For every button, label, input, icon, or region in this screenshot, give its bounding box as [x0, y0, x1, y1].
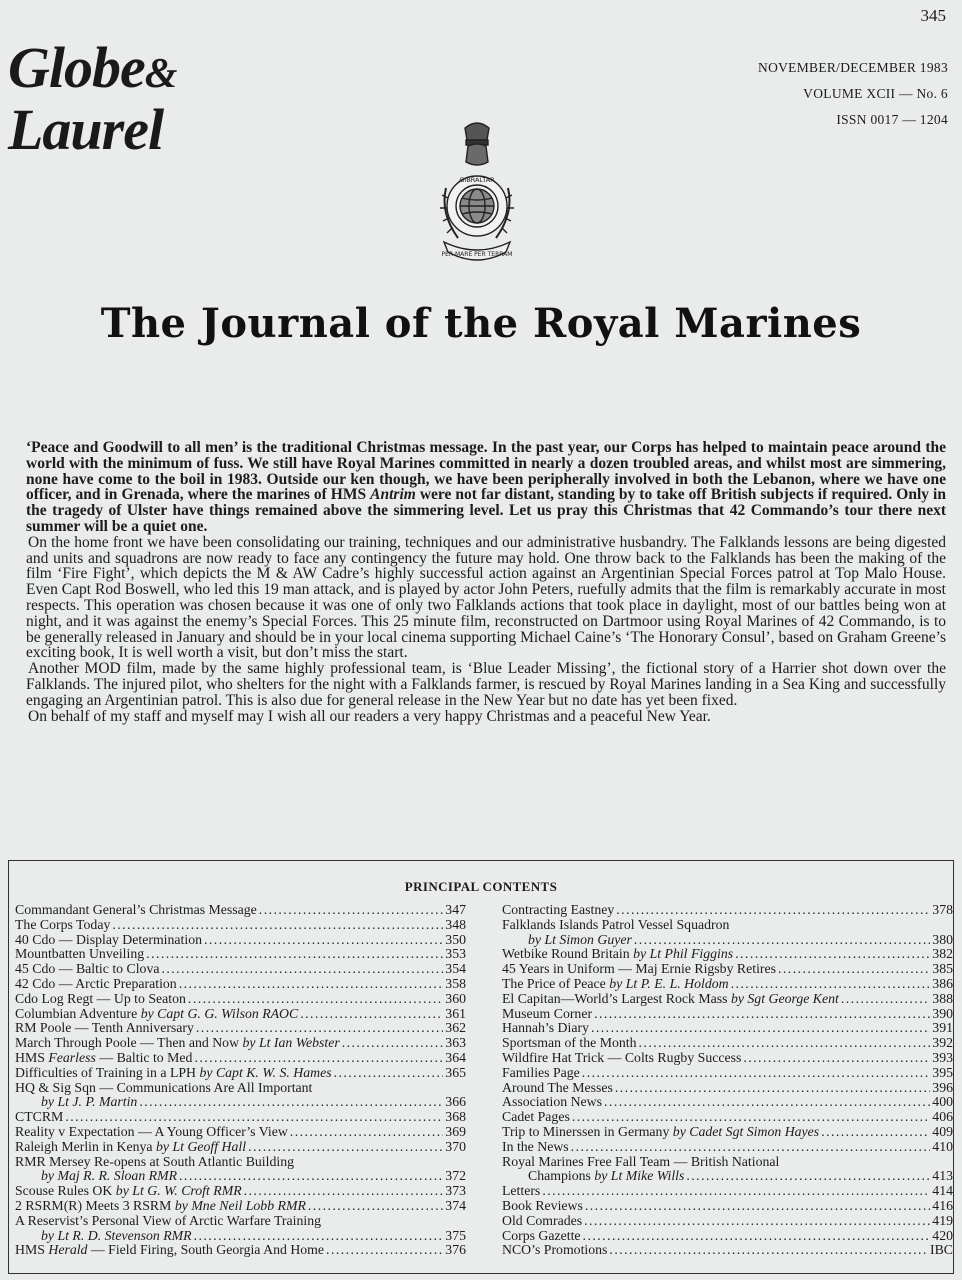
contents-leader-dots: [615, 1081, 930, 1096]
contents-entry: [502, 1125, 953, 1140]
contents-entry: [15, 1243, 466, 1258]
contents-entry-title: Falklands Islands Patrol Vessel Squadron: [502, 916, 730, 932]
contents-page-number: 376: [445, 1242, 466, 1258]
contents-entry: [502, 992, 953, 1007]
contents-entry: [15, 1169, 466, 1184]
contents-entry: [502, 1066, 953, 1081]
masthead-line2: Laurel: [8, 97, 164, 162]
contents-entry: [15, 1229, 466, 1244]
contents-page-number: 375: [445, 1227, 466, 1243]
contents-leader-dots: [112, 918, 443, 933]
contents-entry: [15, 903, 466, 918]
contents-leader-dots: [841, 992, 930, 1007]
contents-leader-dots: [591, 1021, 930, 1036]
contents-entry-title: CTCRM: [15, 1109, 64, 1125]
contents-entry: [15, 1199, 466, 1214]
contents-entry-title: Trip to Minerssen in Germany by Cadet Sgt Simon Hayes: [502, 1123, 820, 1139]
contents-entry: [15, 1095, 466, 1110]
contents-entry-title: The Price of Peace by Lt P. E. L. Holdom: [502, 975, 729, 991]
contents-entry: [502, 1036, 953, 1051]
contents-leader-dots: [583, 1229, 931, 1244]
contents-entry-title: Museum Corner: [502, 1005, 593, 1021]
lead-ship-name: Antrim: [370, 486, 416, 504]
contents-leader-dots: [542, 1184, 930, 1199]
contents-leader-dots: [609, 1243, 928, 1258]
masthead-line1: Globe: [8, 35, 145, 100]
contents-leader-dots: [616, 903, 930, 918]
contents-entry-title: Cdo Log Regt — Up to Seaton: [15, 990, 186, 1006]
contents-page-number: 373: [445, 1183, 466, 1199]
contents-page-number: 380: [932, 931, 953, 947]
contents-entry: [15, 1081, 466, 1096]
contents-entry: [502, 1155, 953, 1170]
contents-page-number: 385: [932, 961, 953, 977]
contents-entry-title: Commandant General’s Christmas Message: [15, 902, 257, 917]
contents-entry-title: El Capitan—World’s Largest Rock Mass by Sgt George Kent: [502, 990, 839, 1006]
contents-entry: [15, 1140, 466, 1155]
contents-entry-title: 2 RSRM(R) Meets 3 RSRM by Mne Neil Lobb RMR: [15, 1197, 306, 1213]
contents-entry-title: Old Comrades: [502, 1212, 583, 1228]
contents-entry-title: Association News: [502, 1094, 603, 1110]
contents-entry: [502, 1229, 953, 1244]
contents-entry: [502, 1214, 953, 1229]
contents-entry: [502, 1184, 953, 1199]
contents-page-number: 362: [445, 1020, 466, 1036]
contents-leader-dots: [259, 903, 444, 918]
contents-entry-title: Cadet Pages: [502, 1109, 570, 1125]
contents-page-number: 369: [445, 1123, 466, 1139]
contents-entry: [502, 933, 953, 948]
contents-leader-dots: [161, 962, 443, 977]
contents-leader-dots: [179, 1169, 443, 1184]
contents-page-number: 374: [445, 1197, 466, 1213]
contents-leader-dots: [179, 977, 444, 992]
lead-text-2: were not far distant, standing by to take off British subjects if required. Only in the tragedy of Ulster have things remained above the simmering level. Let us pray this Christmas that 42 Commando’s tour there next summer will be a quiet one.: [26, 486, 946, 535]
contents-entry-title: by Lt J. P. Martin: [41, 1094, 138, 1110]
contents-leader-dots: [146, 947, 443, 962]
contents-page-number: 406: [932, 1109, 953, 1125]
journal-title: The Journal of the Royal Marines: [100, 300, 862, 347]
contents-entry-title: Book Reviews: [502, 1197, 583, 1213]
contents-page-number: 370: [445, 1138, 466, 1154]
contents-leader-dots: [308, 1199, 443, 1214]
issue-info: [758, 55, 948, 133]
contents-entry-title: Letters: [502, 1183, 541, 1199]
contents-entry-title: HMS Fearless — Baltic to Med: [15, 1049, 193, 1065]
contents-entry-title: 45 Cdo — Baltic to Clova: [15, 961, 160, 977]
contents-entry-title: Wetbike Round Britain by Lt Phil Figgins: [502, 946, 734, 962]
editorial-paragraph-3: Another MOD film, made by the same highly professional team, is ‘Blue Leader Missing’, the fictional story of a Harrier shot down over the Falklands. The injured pilot, who shelters for the night with a Falklands farmer, is rescued by Royal Marines landing in a Sea King and successfully engaging an Argentinian patrol. This is also due for general release in the New Year but no date has yet been fixed.: [26, 660, 946, 709]
contents-leader-dots: [639, 1036, 931, 1051]
contents-entry-title: Difficulties of Training in a LPH by Capt K. W. S. Hames: [15, 1064, 332, 1080]
contents-entry: [15, 1036, 466, 1051]
editorial-lead-paragraph: [26, 440, 946, 535]
contents-entry-title: Hannah’s Diary: [502, 1020, 589, 1036]
contents-page-number: 392: [932, 1035, 953, 1051]
masthead-ampersand: &: [144, 51, 177, 97]
contents-entry-title: Contracting Eastney: [502, 902, 615, 917]
contents-leader-dots: [778, 962, 930, 977]
contents-entry-title: Wildfire Hat Trick — Colts Rugby Success: [502, 1049, 742, 1065]
contents-entry: [502, 1095, 953, 1110]
contents-entry-title: A Reservist’s Personal View of Arctic Warfare Training: [15, 1212, 322, 1228]
contents-leader-dots: [290, 1125, 444, 1140]
contents-entry: [502, 1081, 953, 1096]
contents-entry: [502, 1199, 953, 1214]
contents-entry-title: RMR Mersey Re-opens at South Atlantic Building: [15, 1153, 294, 1169]
contents-leader-dots: [821, 1125, 930, 1140]
contents-leader-dots: [194, 1051, 443, 1066]
page-number: 345: [920, 6, 946, 25]
contents-page-number: 372: [445, 1168, 466, 1184]
contents-entry-title: RM Poole — Tenth Anniversary: [15, 1020, 194, 1036]
contents-leader-dots: [326, 1243, 443, 1258]
contents-leader-dots: [188, 992, 443, 1007]
contents-page-number: 393: [932, 1049, 953, 1065]
svg-text:GIBRALTAR: GIBRALTAR: [459, 176, 495, 184]
contents-entry: [15, 1125, 466, 1140]
contents-entry-title: Royal Marines Free Fall Team — British National: [502, 1153, 780, 1169]
contents-leader-dots: [731, 977, 931, 992]
svg-text:PER MARE PER TERRAM: PER MARE PER TERRAM: [441, 251, 513, 258]
contents-page-number: 388: [932, 990, 953, 1006]
contents-leader-dots: [248, 1140, 443, 1155]
editorial-article: [26, 440, 946, 724]
contents-page-number: 363: [445, 1035, 466, 1051]
contents-leader-dots: [686, 1169, 930, 1184]
contents-page-number: 410: [932, 1138, 953, 1154]
contents-page-number: 395: [932, 1064, 953, 1080]
contents-page-number: 366: [445, 1094, 466, 1110]
contents-leader-dots: [334, 1066, 444, 1081]
contents-entry: [15, 1184, 466, 1199]
contents-page-number: 347: [445, 902, 466, 917]
contents-leader-dots: [634, 933, 930, 948]
contents-entry: [15, 947, 466, 962]
contents-entry: [15, 992, 466, 1007]
contents-leader-dots: [743, 1051, 930, 1066]
contents-entry: [502, 1110, 953, 1125]
contents-entry: [502, 1021, 953, 1036]
contents-page-number: 348: [445, 916, 466, 932]
contents-entry: [15, 962, 466, 977]
contents-page-number: 391: [932, 1020, 953, 1036]
contents-page-number: 358: [445, 975, 466, 991]
contents-entry: [502, 1243, 953, 1258]
contents-entry-title: by Lt Simon Guyer: [528, 931, 632, 947]
contents-leader-dots: [139, 1095, 443, 1110]
contents-leader-dots: [571, 1140, 931, 1155]
contents-leader-dots: [194, 1229, 444, 1244]
contents-entry-title: Champions by Lt Mike Wills: [528, 1168, 685, 1184]
contents-entry-title: 42 Cdo — Arctic Preparation: [15, 975, 177, 991]
contents-page-number: 414: [932, 1183, 953, 1199]
contents-leader-dots: [594, 1007, 930, 1022]
contents-entry-title: Scouse Rules OK by Lt G. W. Croft RMR: [15, 1183, 242, 1199]
editorial-paragraph-4: On behalf of my staff and myself may I wish all our readers a very happy Christmas and a peaceful New Year.: [28, 707, 711, 725]
lead-text-1: ‘Peace and Goodwill to all men’ is the traditional Christmas message. In the past year, our Corps has helped to maintain peace around the world with the minimum of fuss. We still have Royal Marines committed in nearly a dozen troubled areas, and whilst most are simmering, none have come to the boil in 1983. Outside our ken though, we have been peripherally involved in both the Lebanon, where we have one officer, and in Grenada, where the marines of HMS: [26, 439, 946, 504]
contents-page-number: 386: [932, 975, 953, 991]
contents-leader-dots: [342, 1036, 444, 1051]
contents-entry-title: The Corps Today: [15, 916, 111, 932]
contents-entry: [15, 918, 466, 933]
contents-entry-title: by Maj R. R. Sloan RMR: [41, 1168, 178, 1184]
contents-entry-title: Raleigh Merlin in Kenya by Lt Geoff Hall: [15, 1138, 247, 1154]
contents-leader-dots: [735, 947, 930, 962]
contents-page-number: 353: [445, 946, 466, 962]
contents-page-number: 416: [932, 1197, 953, 1213]
contents-entry-title: March Through Poole — Then and Now by Lt Ian Webster: [15, 1035, 340, 1051]
contents-leader-dots: [300, 1007, 443, 1022]
contents-entry: [502, 918, 953, 933]
contents-leader-dots: [584, 1214, 930, 1229]
contents-entry: [15, 1007, 466, 1022]
contents-entry-title: Mountbatten Unveiling: [15, 946, 145, 962]
contents-entry: [502, 1007, 953, 1022]
contents-page-number: 378: [932, 902, 953, 917]
contents-leader-dots: [204, 933, 443, 948]
contents-page-number: 364: [445, 1049, 466, 1065]
principal-contents: [8, 860, 954, 1274]
issue-date: NOVEMBER/DECEMBER 1983: [758, 60, 948, 75]
contents-leader-dots: [65, 1110, 443, 1125]
contents-page-number: 400: [932, 1094, 953, 1110]
contents-entry-title: Sportsman of the Month: [502, 1035, 637, 1051]
contents-entry: [15, 1110, 466, 1125]
royal-marines-crest-icon: [432, 118, 522, 268]
contents-entry: [502, 947, 953, 962]
contents-page-number: 350: [445, 931, 466, 947]
contents-leader-dots: [244, 1184, 444, 1199]
contents-entry: [15, 1051, 466, 1066]
contents-leader-dots: [604, 1095, 930, 1110]
contents-heading: PRINCIPAL CONTENTS: [404, 879, 558, 894]
contents-leader-dots: [196, 1021, 443, 1036]
contents-column-left: [15, 903, 466, 1258]
contents-entry-title: Around The Messes: [502, 1079, 613, 1095]
contents-entry: [502, 1169, 953, 1184]
editorial-paragraph-2: On the home front we have been consolidating our training, techniques and our administrative husbandry. The Falklands lessons are being digested and units and squadrons are now ready to face any contingency the future may hold. One throw back to the Falklands has been the making of the film ‘Fire Fight’, which depicts the M & AW Cadre’s highly successful action against an Argentinian Special Forces patrol at Top Malo House. Even Capt Rod Boswell, who led this 19 man attack, and is played by actor John Peters, ruefully admits that the film is remarkably accurate in most respects. This operation was chosen because it was one of only two Falklands actions that took place in daylight, most of our battles being won at night, and it was against the enemy’s Special Forces. This 25 minute film, reconstructed on Dartmoor using Royal Marines of 42 Commando, is to be generally released in January and should be in your local cinema supporting Michael Caine’s ‘The Honorary Consul’, based on Graham Greene’s exciting book, It is well worth a visit, but don’t miss the start.: [26, 533, 946, 662]
masthead-logo: [8, 35, 177, 162]
issue-issn: ISSN 0017 — 1204: [836, 112, 948, 127]
contents-entry: [15, 1214, 466, 1229]
contents-entry: [15, 1155, 466, 1170]
contents-leader-dots: [572, 1110, 930, 1125]
contents-entry-title: Reality v Expectation — A Young Officer’s View: [15, 1123, 288, 1139]
contents-entry-title: Corps Gazette: [502, 1227, 581, 1243]
contents-entry: [15, 977, 466, 992]
issue-volume: VOLUME XCII — No. 6: [803, 86, 948, 101]
contents-entry-title: by Lt R. D. Stevenson RMR: [41, 1227, 192, 1243]
contents-entry-title: 45 Years in Uniform — Maj Ernie Rigsby Retires: [502, 961, 776, 977]
contents-entry-title: Columbian Adventure by Capt G. G. Wilson RAOC: [15, 1005, 299, 1021]
contents-page-number: 382: [932, 946, 953, 962]
contents-entry: [502, 962, 953, 977]
contents-entry: [502, 903, 953, 918]
contents-entry: [502, 1051, 953, 1066]
contents-page-number: 413: [932, 1168, 953, 1184]
contents-leader-dots: [582, 1066, 931, 1081]
contents-entry: [502, 1140, 953, 1155]
contents-entry: [15, 1066, 466, 1081]
contents-page-number: 360: [445, 990, 466, 1006]
contents-entry: [502, 977, 953, 992]
contents-page-number: 365: [445, 1064, 466, 1080]
contents-page-number: 396: [932, 1079, 953, 1095]
contents-page-number: 409: [932, 1123, 953, 1139]
contents-page-number: 419: [932, 1212, 953, 1228]
contents-leader-dots: [585, 1199, 930, 1214]
contents-page-number: 354: [445, 961, 466, 977]
contents-entry-title: HMS Herald — Field Firing, South Georgia And Home: [15, 1242, 325, 1258]
contents-entry-title: In the News: [502, 1138, 569, 1154]
contents-entry-title: HQ & Sig Sqn — Communications Are All Important: [15, 1079, 313, 1095]
contents-entry: [15, 1021, 466, 1036]
contents-page-number: 361: [445, 1005, 466, 1021]
contents-entry: [15, 933, 466, 948]
contents-entry-title: 40 Cdo — Display Determination: [15, 931, 202, 947]
contents-page-number: 368: [445, 1109, 466, 1125]
contents-column-right: [502, 903, 953, 1258]
contents-entry-title: Families Page: [502, 1064, 580, 1080]
contents-page-number: 420: [932, 1227, 953, 1243]
contents-entry-title: NCO’s Promotions: [502, 1242, 608, 1258]
contents-page-number: IBC: [930, 1242, 953, 1258]
contents-page-number: 390: [932, 1005, 953, 1021]
